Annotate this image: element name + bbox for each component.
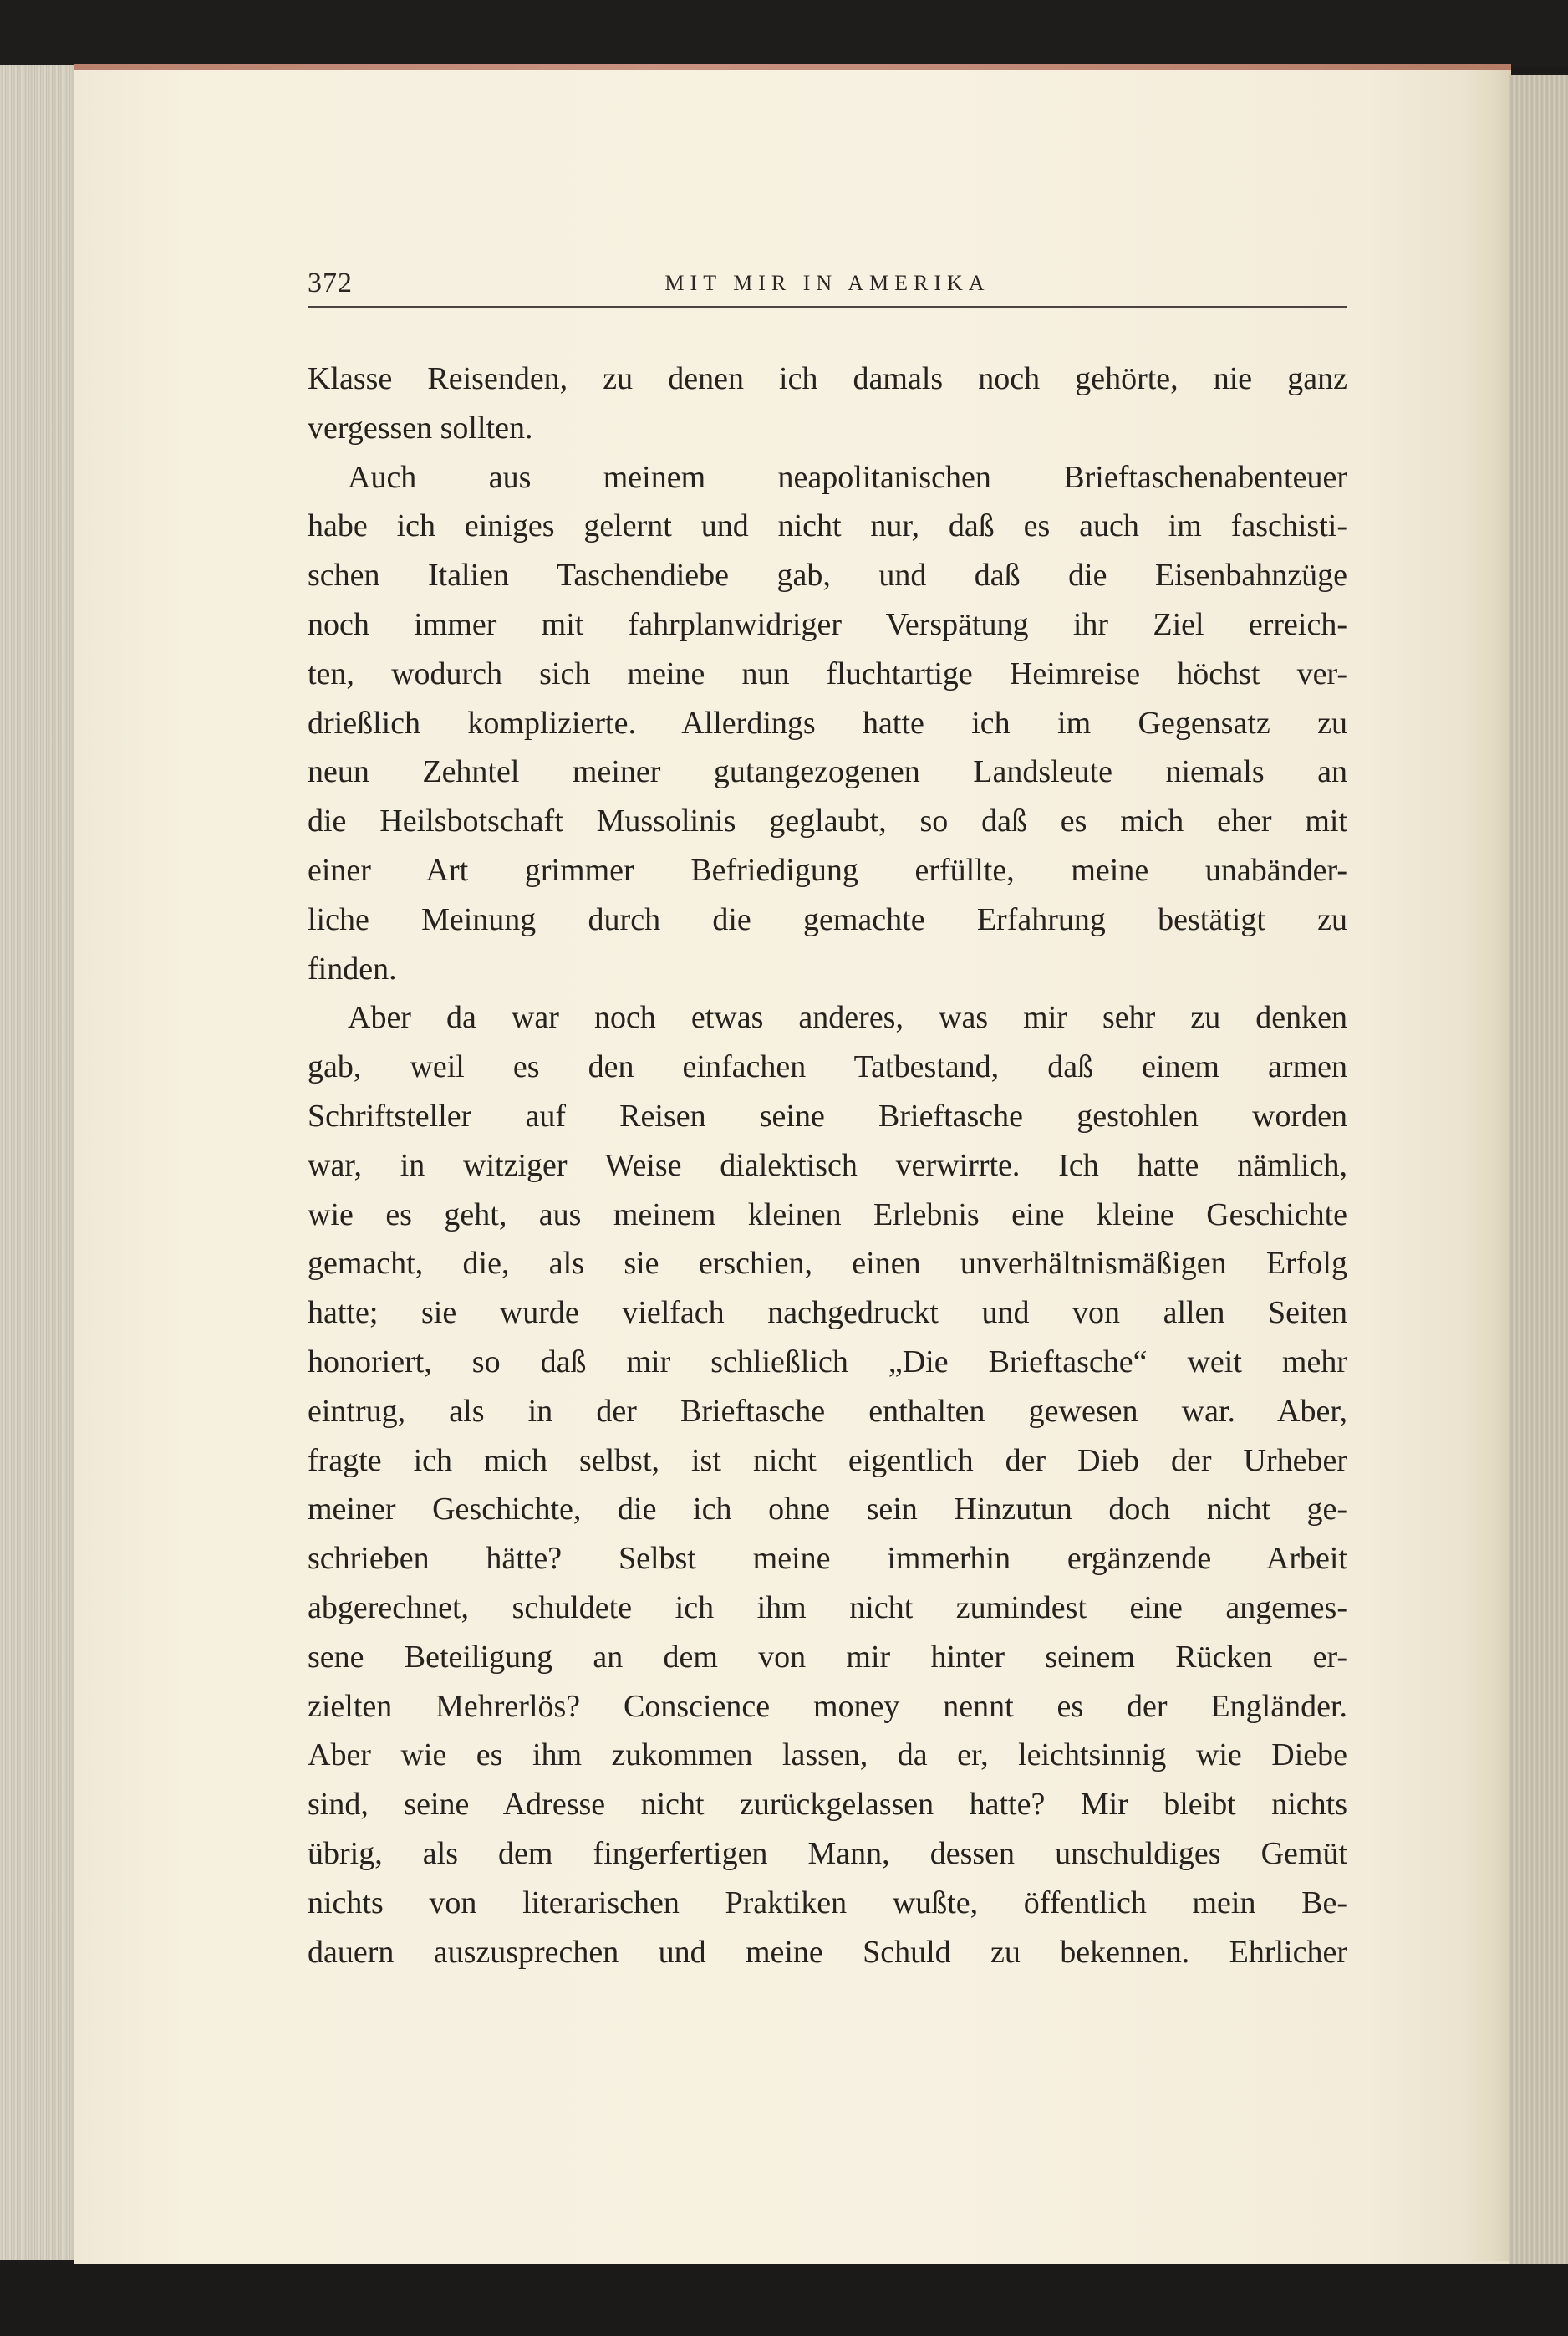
text-line: Klasse Reisenden, zu denen ich damals noch gehörte, nie ganz <box>308 361 1347 396</box>
text-line: war, in witziger Weise dialektisch verwirrte. Ich hatte nämlich, <box>308 1147 1347 1183</box>
text-line: Aber da war noch etwas anderes, was mir sehr zu denken <box>348 1000 1347 1036</box>
text-line: die Heilsbotschaft Mussolinis geglaubt, so daß es mich eher mit <box>308 803 1347 839</box>
scan-background-bottom <box>0 2264 1568 2336</box>
text-line: honoriert, so daß mir schließlich „Die Brieftasche“ weit mehr <box>308 1344 1347 1380</box>
text-line: wie es geht, aus meinem kleinen Erlebnis eine kleine Geschichte <box>308 1196 1347 1232</box>
text-line: liche Meinung durch die gemachte Erfahrung bestätigt zu <box>308 901 1347 937</box>
scan-background-top <box>0 0 1568 67</box>
left-page-edges <box>0 65 77 2260</box>
running-title: MIT MIR IN AMERIKA <box>664 271 990 295</box>
page-top-edge <box>74 64 1511 70</box>
text-line: habe ich einiges gelernt und nicht nur, daß es auch im faschisti- <box>308 508 1347 544</box>
text-line: Auch aus meinem neapolitanischen Brieftaschenabenteuer <box>348 459 1347 495</box>
text-line: meiner Geschichte, die ich ohne sein Hinzutun doch nicht ge- <box>308 1492 1347 1528</box>
text-line: Aber wie es ihm zukommen lassen, da er, leichtsinnig wie Diebe <box>308 1737 1347 1773</box>
text-line: gab, weil es den einfachen Tatbestand, daß einem armen <box>308 1049 1347 1085</box>
text-line: sene Beteiligung an dem von mir hinter seinem Rücken er- <box>308 1639 1347 1675</box>
text-line: gemacht, die, als sie erschien, einen unverhältnismäßigen Erfolg <box>308 1246 1347 1282</box>
text-line: schrieben hätte? Selbst meine immerhin ergänzende Arbeit <box>308 1541 1347 1577</box>
right-page-edges <box>1509 75 1568 2266</box>
text-line: nichts von literarischen Praktiken wußte, öffentlich mein Be- <box>308 1885 1347 1920</box>
text-line: Schriftsteller auf Reisen seine Brieftasche gestohlen worden <box>308 1098 1347 1134</box>
text-line: ten, wodurch sich meine nun fluchtartige Heimreise höchst ver- <box>308 655 1347 691</box>
text-line: noch immer mit fahrplanwidriger Verspätung ihr Ziel erreich- <box>308 606 1347 642</box>
header-rule <box>308 306 1347 308</box>
page-number: 372 <box>308 268 353 298</box>
text-line: abgerechnet, schuldete ich ihm nicht zumindest eine angemes- <box>308 1589 1347 1625</box>
text-line: sind, seine Adresse nicht zurückgelassen hatte? Mir bleibt nichts <box>308 1787 1347 1823</box>
text-line: drießlich komplizierte. Allerdings hatte ich im Gegensatz zu <box>308 705 1347 741</box>
text-line: neun Zehntel meiner gutangezogenen Landsleute niemals an <box>308 754 1347 790</box>
body-text <box>308 354 1347 1976</box>
text-line: zielten Mehrerlös? Conscience money nennt es der Engländer. <box>308 1688 1347 1724</box>
text-line: fragte ich mich selbst, ist nicht eigentlich der Dieb der Urheber <box>308 1442 1347 1478</box>
running-head <box>308 266 1347 308</box>
text-line: hatte; sie wurde vielfach nachgedruckt und von allen Seiten <box>308 1295 1347 1331</box>
text-line: übrig, als dem fingerfertigen Mann, dessen unschuldiges Gemüt <box>308 1835 1347 1871</box>
text-line: vergessen sollten. <box>308 410 533 446</box>
text-line: einer Art grimmer Befriedigung erfüllte, meine unabänder- <box>308 852 1347 888</box>
text-line: finden. <box>308 951 397 987</box>
text-line: dauern auszusprechen und meine Schuld zu bekennen. Ehrlicher <box>308 1934 1347 1970</box>
gutter-shadow <box>1464 70 1511 2261</box>
text-line: eintrug, als in der Brieftasche enthalten gewesen war. Aber, <box>308 1393 1347 1429</box>
text-line: schen Italien Taschendiebe gab, und daß die Eisenbahnzüge <box>308 558 1347 594</box>
